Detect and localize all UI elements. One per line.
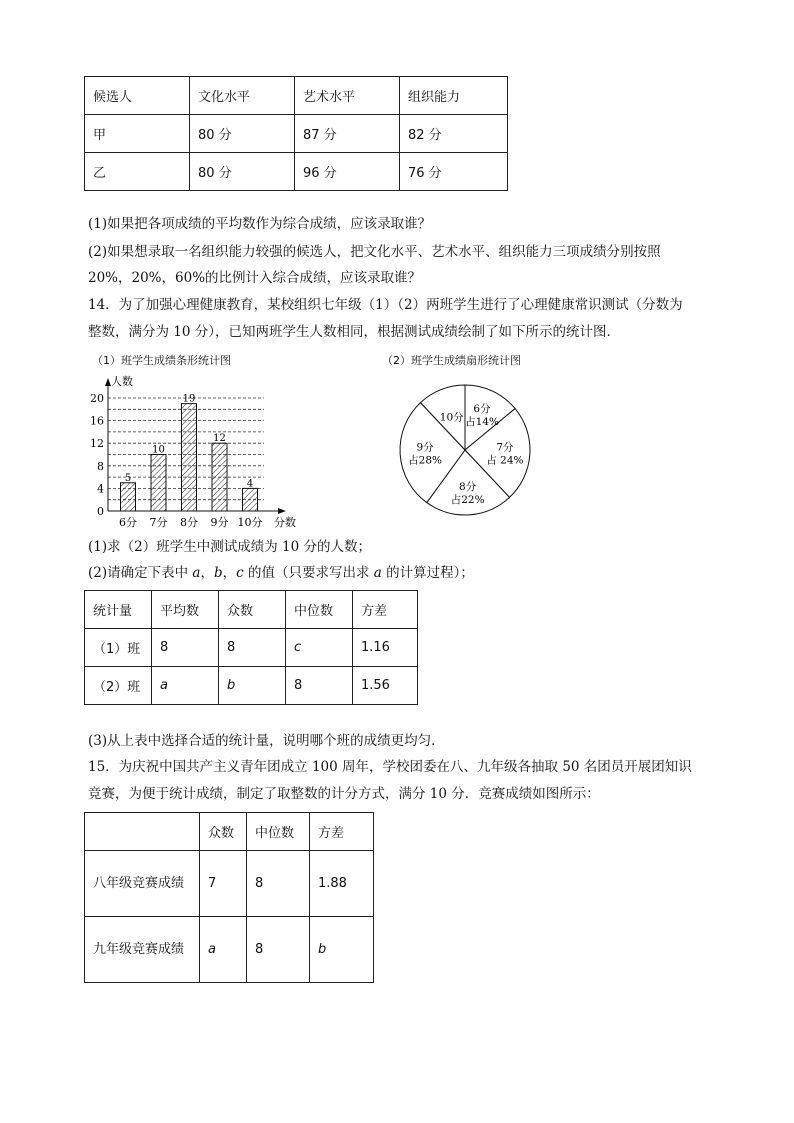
table-cell: 1.16	[353, 629, 418, 667]
pie-slice-label: 6分	[473, 402, 491, 415]
table-header-cell: 文化水平	[190, 77, 295, 115]
x-axis-label: 分数	[274, 516, 296, 529]
class-statistics-table	[84, 590, 418, 705]
table-cell: b	[310, 917, 374, 983]
pie-slice-percent: 占28%	[408, 454, 443, 467]
table-cell: 8	[247, 851, 310, 917]
x-tick-label: 6分	[119, 516, 137, 529]
bar-chart	[84, 370, 314, 535]
table-cell: 80 分	[190, 115, 295, 153]
q15-stem-line1: 15．为庆祝中国共产主义青年团成立 100 周年，学校团委在八、九年级各抽取 50 名团员开展团知识	[88, 759, 692, 775]
table-header-cell: 众数	[200, 813, 247, 851]
table-cell: 甲	[85, 115, 190, 153]
q15-stem-line2: 竞赛，为便于统计成绩，制定了取整数的计分方式，满分 10 分．竞赛成绩如图所示：	[88, 786, 600, 802]
table-cell: a	[152, 667, 219, 705]
q14-sub2: (2)请确定下表中 a，b，c 的值（只要求写出求 a 的计算过程）；	[88, 565, 474, 581]
bar-value-label: 5	[124, 472, 132, 484]
table-cell: 1.56	[353, 667, 418, 705]
bar-value-label: 12	[213, 433, 226, 445]
bar	[151, 455, 166, 512]
table-cell: 乙	[85, 153, 190, 191]
pie-chart	[392, 380, 542, 520]
x-tick-label: 9分	[210, 516, 229, 529]
table-cell: 7	[200, 851, 247, 917]
x-tick-label: 8分	[180, 516, 198, 529]
pie-slice-percent: 占14%	[465, 415, 499, 428]
table-cell: （2）班	[85, 667, 152, 705]
x-tick-label: 7分	[149, 516, 168, 529]
table-cell: b	[219, 667, 286, 705]
y-axis-label: 人数	[111, 375, 133, 388]
table-header-cell	[85, 813, 200, 851]
bar-value-label: 10	[152, 444, 165, 456]
table-cell: 8	[286, 667, 353, 705]
pie-slice-label: 7分	[496, 441, 514, 454]
table-cell: 96 分	[295, 153, 400, 191]
table-cell: （1）班	[85, 629, 152, 667]
table-header-cell: 方差	[310, 813, 374, 851]
candidate-score-table	[84, 76, 508, 191]
q13-part2-line1: (2)如果想录取一名组织能力较强的候选人，把文化水平、艺术水平、组织能力三项成绩分别按照	[88, 244, 661, 260]
table-cell: 八年级竞赛成绩	[85, 851, 200, 917]
table-cell: 8	[152, 629, 219, 667]
table-cell: 8	[219, 629, 286, 667]
y-tick-label: 8	[97, 459, 104, 473]
pie-slice-label: 8分	[459, 480, 477, 493]
y-tick-label: 12	[90, 437, 104, 451]
table-header-cell: 平均数	[152, 591, 219, 629]
y-tick-label: 4	[97, 482, 104, 496]
x-tick-label: 10分	[237, 516, 263, 529]
y-tick-label: 0	[97, 505, 104, 518]
table-cell: 80 分	[190, 153, 295, 191]
q14-sub1: (1)求（2）班学生中测试成绩为 10 分的人数；	[88, 539, 371, 555]
table-cell: c	[286, 629, 353, 667]
bar	[121, 483, 136, 511]
bar-value-label: 4	[246, 478, 254, 490]
table-header-cell: 统计量	[85, 591, 152, 629]
y-tick-label: 20	[90, 392, 104, 405]
table-header-cell: 候选人	[85, 77, 190, 115]
pie-slice-label: 9分	[416, 441, 434, 454]
table-cell: a	[200, 917, 247, 983]
table-cell: 82 分	[400, 115, 508, 153]
table-header-cell: 艺术水平	[295, 77, 400, 115]
table-cell: 九年级竞赛成绩	[85, 917, 200, 983]
table-cell: 8	[247, 917, 310, 983]
q14-sub3: (3)从上表中选择合适的统计量，说明哪个班的成绩更均匀．	[88, 733, 445, 749]
q14-stem-line2: 整数，满分为 10 分），已知两班学生人数相同，根据测试成绩绘制了如下所示的统计图．	[88, 324, 621, 340]
bar-chart-title: （1）班学生成绩条形统计图	[92, 354, 231, 367]
y-tick-label: 16	[90, 414, 104, 428]
pie-chart-title: （2）班学生成绩扇形统计图	[382, 354, 521, 367]
pie-slice-percent: 占 24%	[486, 454, 524, 467]
table-cell: 87 分	[295, 115, 400, 153]
pie-slice-percent: 占22%	[450, 493, 485, 506]
table-header-cell: 组织能力	[400, 77, 508, 115]
table-cell: 76 分	[400, 153, 508, 191]
pie-slice-label: 10分	[439, 411, 464, 424]
q13-part1: (1)如果把各项成绩的平均数作为综合成绩，应该录取谁？	[88, 216, 432, 232]
x-axis-arrow-icon	[278, 508, 286, 514]
table-header-cell: 中位数	[247, 813, 310, 851]
bar	[212, 443, 227, 511]
q13-part2-line2: 20%，20%，60%的比例计入综合成绩，应该录取谁？	[88, 270, 422, 286]
table-header-cell: 中位数	[286, 591, 353, 629]
competition-statistics-table	[84, 812, 374, 983]
table-header-cell: 众数	[219, 591, 286, 629]
table-cell: 1.88	[310, 851, 374, 917]
q14-stem-line1: 14．为了加强心理健康教育，某校组织七年级（1）（2）两班学生进行了心理健康常识测试（分数为	[88, 297, 683, 313]
bar-value-label: 19	[182, 393, 196, 405]
table-header-cell: 方差	[353, 591, 418, 629]
bar	[243, 488, 258, 511]
bar	[182, 404, 197, 511]
